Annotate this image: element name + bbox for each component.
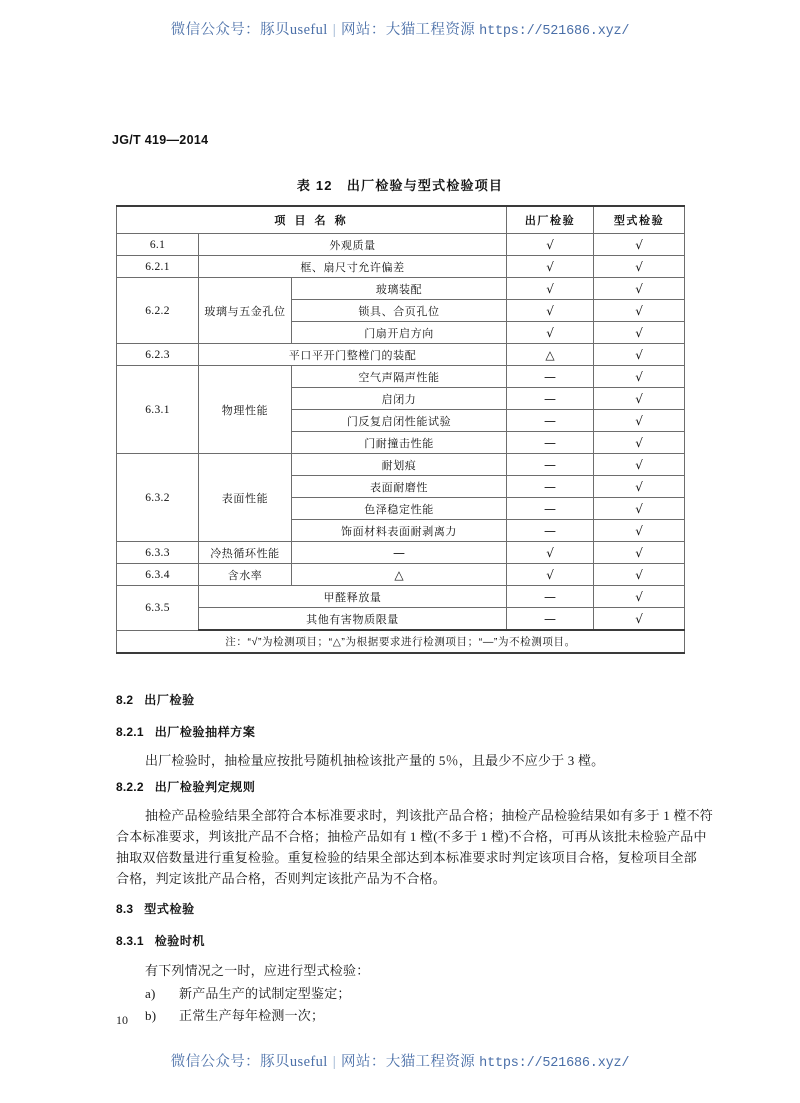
cell-clause: 6.3.4: [117, 564, 199, 586]
cell-item: 框、扇尺寸允许偏差: [199, 256, 507, 278]
cell-item: 其他有害物质限量: [199, 608, 507, 631]
page-number: 10: [116, 1013, 128, 1027]
cell-type: √: [594, 344, 685, 366]
watermark-site-label: 网站：大猫工程资源: [341, 1054, 476, 1070]
cell-type: √: [594, 366, 685, 388]
cell-factory: √: [507, 564, 594, 586]
cell-category: 物理性能: [199, 366, 292, 454]
cell-type: √: [594, 388, 685, 410]
cell-clause: 6.3.1: [117, 366, 199, 454]
cell-clause: 6.3.3: [117, 542, 199, 564]
table-row: [117, 234, 685, 256]
section-number: 8.2.2: [116, 780, 144, 794]
paragraph-8-2-2-line-2: 合本标准要求，判该批产品不合格；抽检产品如有 1 樘(不多于 1 樘)不合格，可再从该批未检验产品中: [116, 829, 707, 844]
section-title: 出厂检验抽样方案: [154, 725, 256, 739]
cell-item: 甲醛释放量: [199, 586, 507, 608]
cell-item: 门扇开启方向: [292, 322, 507, 344]
cell-item: △: [292, 564, 507, 586]
paragraph-8-2-2-line-4: 合格，判定该批产品合格，否则判定该批产品为不合格。: [116, 871, 447, 886]
section-heading-8-2: [116, 691, 195, 708]
cell-type: √: [594, 498, 685, 520]
cell-category: 表面性能: [199, 454, 292, 542]
cell-factory: △: [507, 344, 594, 366]
list-item: [145, 983, 351, 1002]
cell-category: 冷热循环性能: [199, 542, 292, 564]
cell-type: √: [594, 454, 685, 476]
cell-type: √: [594, 234, 685, 256]
cell-factory: —: [507, 476, 594, 498]
cell-factory: √: [507, 256, 594, 278]
table-note: 注：“√”为检测项目；“△”为根据要求进行检测项目；“—”为不检测项目。: [117, 630, 685, 653]
section-number: 8.3: [116, 902, 134, 916]
cell-clause: 6.2.3: [117, 344, 199, 366]
section-title: 型式检验: [144, 902, 195, 916]
table-row: [117, 542, 685, 564]
section-title: 出厂检验判定规则: [154, 780, 256, 794]
table-row: [117, 454, 685, 476]
cell-item: 表面耐磨性: [292, 476, 507, 498]
cell-factory: —: [507, 366, 594, 388]
cell-type: √: [594, 542, 685, 564]
header-type-inspection: 型式检验: [594, 206, 685, 234]
cell-type: √: [594, 278, 685, 300]
table-head: [117, 206, 685, 234]
table-row: [117, 256, 685, 278]
cell-item: 空气声隔声性能: [292, 366, 507, 388]
cell-factory: √: [507, 322, 594, 344]
cell-factory: —: [507, 498, 594, 520]
cell-type: √: [594, 520, 685, 542]
cell-type: √: [594, 476, 685, 498]
cell-type: √: [594, 586, 685, 608]
cell-clause: 6.3.5: [117, 586, 199, 631]
cell-category: 玻璃与五金孔位: [199, 278, 292, 344]
cell-item: 耐划痕: [292, 454, 507, 476]
watermark-separator: |: [332, 22, 337, 38]
table-caption: 表 12 出厂检验与型式检验项目: [296, 178, 504, 193]
cell-clause: 6.1: [117, 234, 199, 256]
cell-factory: —: [507, 388, 594, 410]
cell-clause: 6.2.1: [117, 256, 199, 278]
cell-item: 锁具、合页孔位: [292, 300, 507, 322]
cell-clause: 6.2.2: [117, 278, 199, 344]
cell-factory: √: [507, 300, 594, 322]
cell-item: 外观质量: [199, 234, 507, 256]
watermark-site-label: 网站：大猫工程资源: [341, 22, 476, 38]
watermark-wechat-label: 微信公众号：豚贝useful: [170, 1054, 328, 1070]
paragraph-8-2-1: 出厂检验时，抽检量应按批号随机抽检该批产量的 5％，且最少不应少于 3 樘。: [145, 753, 605, 768]
table-row: [117, 608, 685, 631]
cell-item: 饰面材料表面耐剥离力: [292, 520, 507, 542]
list-item: [145, 1005, 324, 1024]
cell-factory: √: [507, 234, 594, 256]
table-row: [117, 586, 685, 608]
list-text: 新产品生产的试制定型鉴定；: [179, 986, 351, 1001]
cell-item: 启闭力: [292, 388, 507, 410]
header-item-name: 项 目 名 称: [117, 206, 507, 234]
cell-item: 玻璃装配: [292, 278, 507, 300]
cell-factory: —: [507, 586, 594, 608]
inspection-table-wrapper: [116, 205, 684, 654]
table-body: [117, 234, 685, 654]
cell-type: √: [594, 300, 685, 322]
cell-category: 含水率: [199, 564, 292, 586]
section-number: 8.2.1: [116, 725, 144, 739]
cell-type: √: [594, 256, 685, 278]
cell-item: 平口平开门整樘门的装配: [199, 344, 507, 366]
section-number: 8.3.1: [116, 934, 144, 948]
section-heading-8-2-2: [116, 778, 256, 795]
cell-type: √: [594, 322, 685, 344]
list-marker: b): [145, 1008, 157, 1023]
cell-factory: —: [507, 432, 594, 454]
cell-factory: —: [507, 608, 594, 631]
cell-factory: —: [507, 454, 594, 476]
section-heading-8-2-1: [116, 723, 256, 740]
watermark-separator: |: [332, 1054, 337, 1070]
cell-type: √: [594, 410, 685, 432]
cell-item: 门耐撞击性能: [292, 432, 507, 454]
section-heading-8-3: [116, 900, 195, 917]
cell-item: 门反复启闭性能试验: [292, 410, 507, 432]
paragraph-8-2-2-line-3: 抽取双倍数量进行重复检验。重复检验的结果全部达到本标准要求时判定该项目合格，复检项目全部: [116, 850, 697, 865]
standard-number: JG/T 419—2014: [112, 133, 209, 147]
cell-type: √: [594, 432, 685, 454]
table-note-row: [117, 630, 685, 653]
list-marker: a): [145, 986, 156, 1001]
cell-factory: —: [507, 520, 594, 542]
inspection-table: [116, 205, 685, 654]
section-heading-8-3-1: [116, 932, 205, 949]
paragraph-8-2-2-line-1: 抽检产品检验结果全部符合本标准要求时，判该批产品合格；抽检产品检验结果如有多于 1 樘不符: [145, 808, 714, 823]
table-row: [117, 278, 685, 300]
watermark-url: https://521686.xyz/: [479, 1056, 630, 1071]
table-row: [117, 564, 685, 586]
header-factory-inspection: 出厂检验: [507, 206, 594, 234]
cell-type: √: [594, 564, 685, 586]
section-number: 8.2: [116, 693, 134, 707]
section-title: 检验时机: [154, 934, 206, 948]
footer-watermark: [0, 1050, 800, 1071]
paragraph-8-3-1-intro: 有下列情况之一时，应进行型式检验：: [145, 963, 370, 978]
table-header-row: [117, 206, 685, 234]
cell-type: √: [594, 608, 685, 631]
watermark-url: https://521686.xyz/: [479, 24, 630, 39]
watermark-wechat-label: 微信公众号：豚贝useful: [170, 22, 328, 38]
cell-item: —: [292, 542, 507, 564]
table-row: [117, 344, 685, 366]
cell-factory: —: [507, 410, 594, 432]
list-text: 正常生产每年检测一次；: [179, 1008, 325, 1023]
table-row: [117, 366, 685, 388]
cell-factory: √: [507, 542, 594, 564]
cell-clause: 6.3.2: [117, 454, 199, 542]
section-title: 出厂检验: [144, 693, 195, 707]
cell-factory: √: [507, 278, 594, 300]
cell-item: 色泽稳定性能: [292, 498, 507, 520]
